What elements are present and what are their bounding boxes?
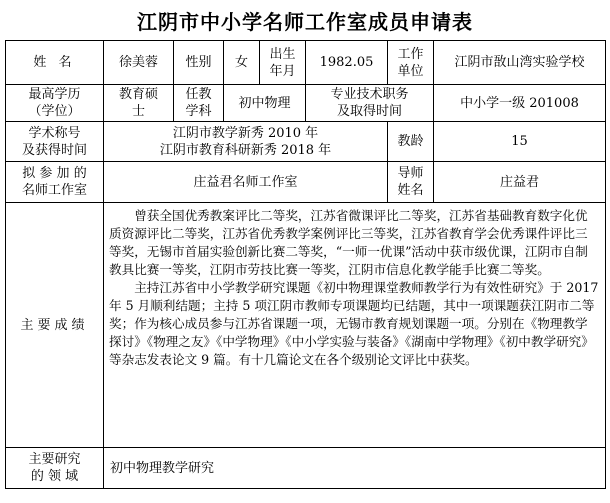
teaching-years-value: 15 <box>434 122 606 162</box>
birth-value: 1982.05 <box>306 41 388 85</box>
name-label: 姓 名 <box>6 41 104 85</box>
research-label: 主要研究 的 领 域 <box>6 448 104 489</box>
application-form-table <box>5 40 606 489</box>
achievements-row <box>6 203 606 448</box>
basic-info-row <box>6 41 606 85</box>
achievement-paragraph: 曾获全国优秀教案评比二等奖，江苏省微课评比二等奖，江苏省基础教育数字化优质资源评比二等奖，江苏省优秀教学案例评比三等奖，江苏省教育学会优秀课件评比三等奖，无锡市首届实验创新比赛二等奖，“一师一优课”活动中获市级优课，江阴市自制教具比赛一等奖，江阴市劳技比赛一等奖，江阴市信息化教学能手比赛二等奖。 <box>109 208 588 277</box>
honor-item: 江阴市教学新秀 2010 年 <box>172 125 319 141</box>
studio-value: 庄益君名师工作室 <box>104 162 388 203</box>
honor-label: 学术称号 及获得时间 <box>6 122 104 162</box>
mentor-label: 导师 姓名 <box>388 162 434 203</box>
education-row <box>6 85 606 122</box>
mentor-value: 庄益君 <box>434 162 606 203</box>
education-label: 最高学历 （学位） <box>6 85 104 122</box>
studio-label: 拟 参 加 的 名师工作室 <box>6 162 104 203</box>
achievement-paragraph: 主持江苏省中小学教学研究课题《初中物理课堂教师教学行为有效性研究》于 2017 年 5 月顺利结题；主持 5 项江阴市教师专项课题均已结题，其中一项课题获江阴市二等奖；作为核心成员参与江苏省课题一项，无锡市教育规划课题一项。分别在《物理教学探讨》《物理之友》《中学物理》《中小学实验与装备》《湖南中学物理》《初中教学研究》等杂志发表论文 9 篇。有十几篇论文在各个级别论文评比中获奖。 <box>109 280 599 367</box>
teaching-years-label: 教龄 <box>388 122 434 162</box>
work-unit-value: 江阴市敔山湾实验学校 <box>434 41 606 85</box>
birth-label: 出生 年月 <box>260 41 306 85</box>
achievements-label: 主要成绩 <box>6 203 104 448</box>
gender-label: 性别 <box>174 41 224 85</box>
work-unit-label: 工作 单位 <box>388 41 434 85</box>
form-title: 江阴市中小学名师工作室成员申请表 <box>137 10 473 34</box>
research-row <box>6 448 606 489</box>
professional-title-label: 专业技术职务 及取得时间 <box>306 85 434 122</box>
subject-value: 初中物理 <box>224 85 306 122</box>
professional-title-value: 中小学一级 201008 <box>434 85 606 122</box>
education-value: 教育硕 士 <box>104 85 174 122</box>
studio-row <box>6 162 606 203</box>
gender-value: 女 <box>224 41 260 85</box>
achievements-content <box>104 203 606 448</box>
honors-row <box>6 122 606 162</box>
research-value: 初中物理教学研究 <box>104 448 606 489</box>
honor-item: 江阴市教育科研新秀 2018 年 <box>159 142 332 158</box>
name-value: 徐美蓉 <box>104 41 174 85</box>
subject-label: 任教 学科 <box>174 85 224 122</box>
honor-values <box>104 122 388 162</box>
